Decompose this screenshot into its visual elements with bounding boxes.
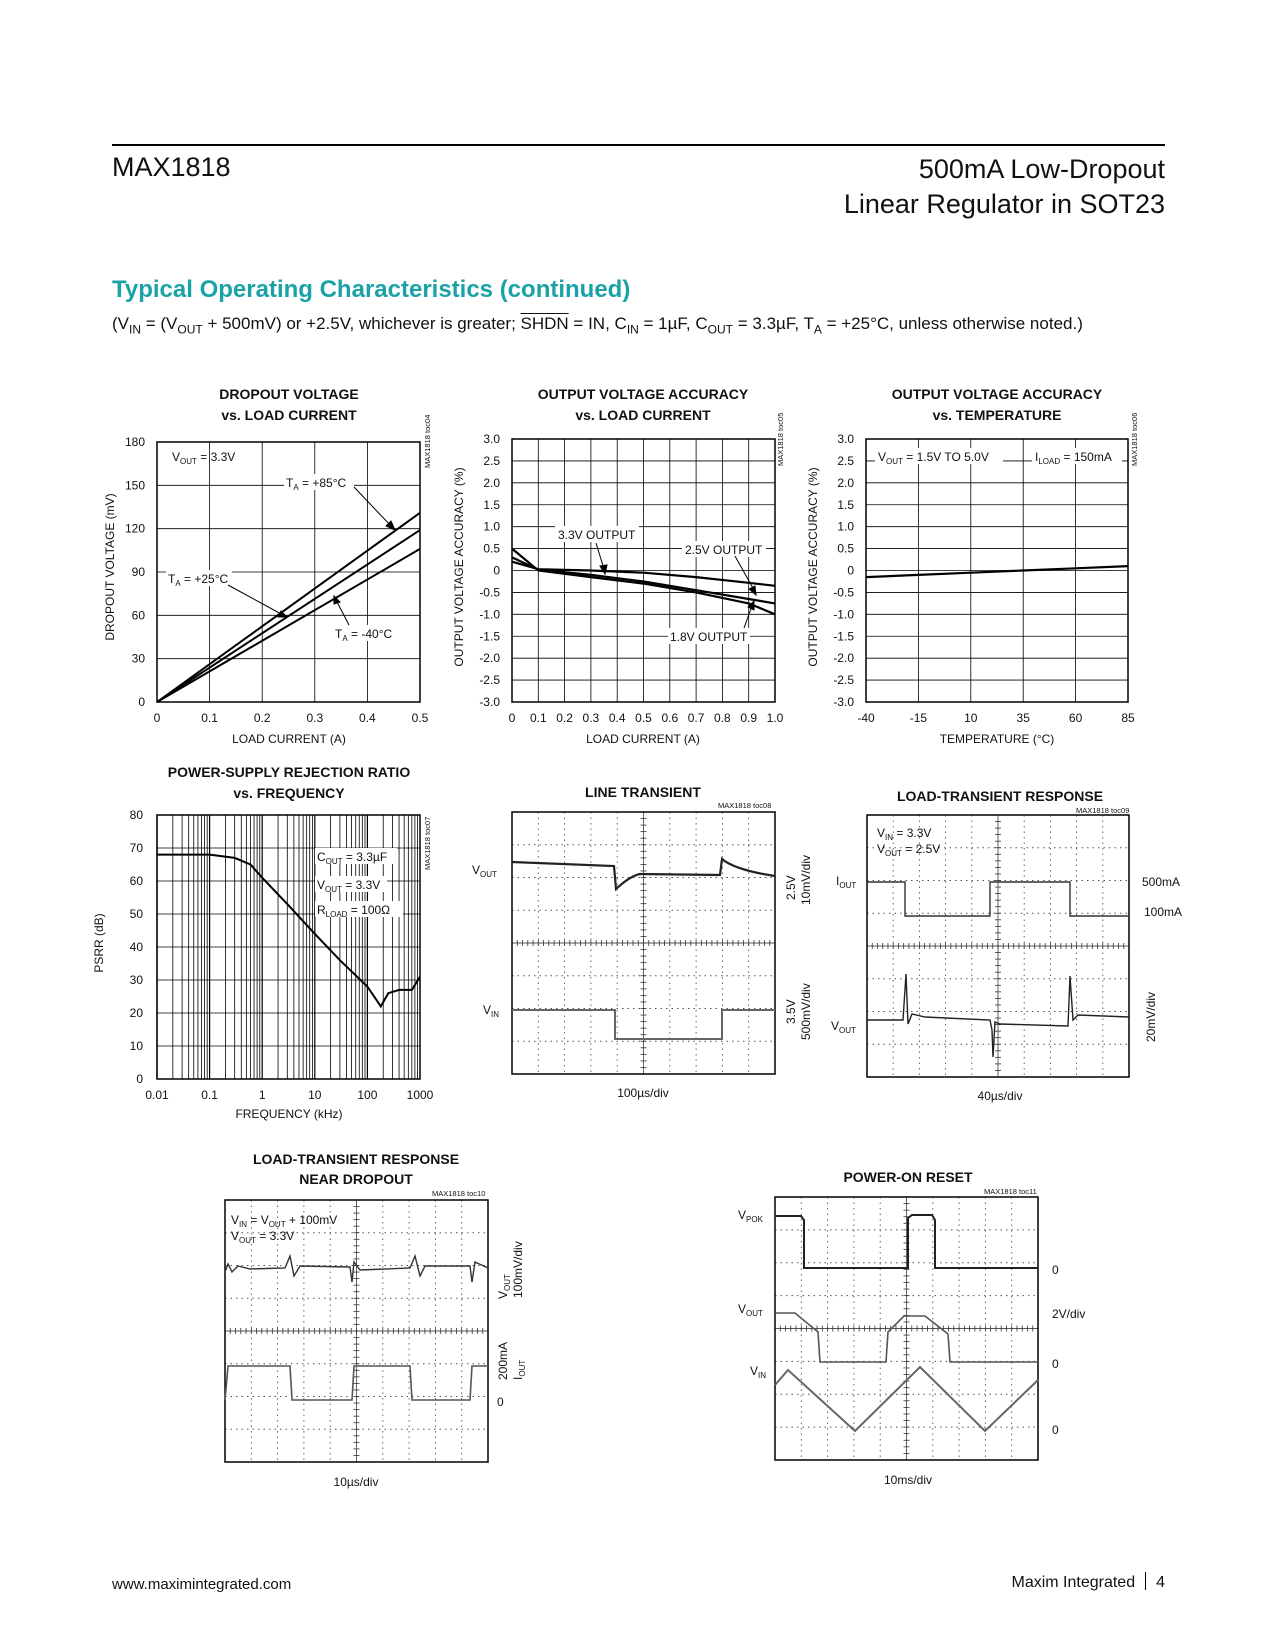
scale-vout-div: 100mV/div xyxy=(511,1241,525,1298)
y-tick-label: -2.0 xyxy=(833,651,854,666)
channel-label-vout: $V_{OUT}$ xyxy=(831,1019,856,1035)
test-conditions: ($V_{IN} = (V_{OUT} + 500mV)$ or +2.5V, whichever is greater; SHDN = IN, $C_{IN} = 1\mu F$, $C_{OUT} = 3.3\mu F$, $T_A = +25^\circ C$, unless otherwise noted.) xyxy=(112,314,1083,337)
annotation-vout: $V_{OUT} = 3.3V$ xyxy=(172,450,236,466)
y-tick-label: 0.5 xyxy=(483,541,500,556)
chart-accuracy-vs-load xyxy=(452,386,785,746)
chart-title-line2: NEAR DROPOUT xyxy=(299,1171,413,1187)
scope-line-transient xyxy=(472,784,813,1100)
y-axis-label: PSRR (dB) xyxy=(92,913,106,973)
x-tick-label: 0.6 xyxy=(661,711,679,725)
y-axis-label: OUTPUT VOLTAGE ACCURACY (%) xyxy=(452,467,466,667)
scale-iout-high: 500mA xyxy=(1142,875,1181,889)
y-tick-label: -1.5 xyxy=(479,629,500,644)
x-tick-label: 0.3 xyxy=(306,711,324,725)
scale-vout-offset: 2.5V xyxy=(784,875,798,900)
y-tick-label: 0 xyxy=(493,563,500,578)
x-axis-label: LOAD CURRENT (A) xyxy=(586,732,700,746)
time-div: 10µs/div xyxy=(333,1475,379,1489)
annotation-rload: $R_{LOAD} = 100\Omega$ xyxy=(317,903,391,919)
page-number: 4 xyxy=(1156,1574,1165,1591)
annotation-iload: $I_{LOAD} = 150mA$ xyxy=(1035,450,1112,466)
y-tick-label: 1.5 xyxy=(837,497,854,512)
scale-iout-high: 200mA xyxy=(496,1341,510,1380)
annotation-vout-range: $V_{OUT} = 1.5V$ TO 5.0V xyxy=(878,450,989,466)
y-tick-label: -2.5 xyxy=(833,673,854,688)
y-tick-label: 1.0 xyxy=(483,519,500,534)
y-tick-label: 2.0 xyxy=(483,475,500,490)
channel-label-vout: $V_{OUT}$ xyxy=(496,1274,512,1299)
note-vin: $V_{IN} = 3.3V$ xyxy=(877,826,932,842)
x-tick-label: 0.01 xyxy=(145,1088,169,1102)
y-tick-label: 120 xyxy=(124,521,145,536)
chart-title-line1: OUTPUT VOLTAGE ACCURACY xyxy=(891,386,1103,402)
y-tick-label: -2.5 xyxy=(479,673,500,688)
y-tick-label: 1.5 xyxy=(483,497,500,512)
y-tick-label: 20 xyxy=(129,1006,143,1020)
chart-title-line1: POWER-SUPPLY REJECTION RATIO xyxy=(167,764,411,780)
y-tick-label: 150 xyxy=(124,478,145,493)
chart-title-line1: LOAD-TRANSIENT RESPONSE xyxy=(252,1151,460,1167)
series-line xyxy=(157,513,420,702)
x-tick-label: 1 xyxy=(258,1088,266,1102)
x-tick-label: 85 xyxy=(1121,711,1135,725)
x-tick-label: 0.9 xyxy=(740,711,758,725)
y-tick-label: 1.0 xyxy=(837,519,854,534)
channel-label-vin: $V_{IN}$ xyxy=(483,1003,500,1019)
chart-title-line1: OUTPUT VOLTAGE ACCURACY xyxy=(537,386,749,402)
x-tick-label: 1.0 xyxy=(766,711,784,725)
channel-label-vin: $V_{IN}$ xyxy=(750,1364,767,1380)
x-tick-label: 0.5 xyxy=(635,711,652,725)
scale-vout-div: 20mV/div xyxy=(1144,991,1158,1042)
chart-ref: MAX1818 toc04 xyxy=(423,414,432,468)
y-tick-label: 50 xyxy=(129,907,143,921)
x-tick-label: 0.4 xyxy=(608,711,626,725)
channel-label-iout: $I_{OUT}$ xyxy=(511,1359,527,1380)
channel-label-vout: $V_{OUT}$ xyxy=(738,1302,763,1318)
chart-title-line2: vs. LOAD CURRENT xyxy=(221,407,357,423)
x-tick-label: 0 xyxy=(508,711,516,725)
annotation-ta-m40: $T_A = -40^\circ C$ xyxy=(335,627,393,643)
x-tick-label: 0.1 xyxy=(201,1088,218,1102)
x-tick-label: 0.5 xyxy=(411,711,429,725)
y-tick-label: 0 xyxy=(847,563,854,578)
annotation-ta-25: $T_A = +25^\circ C$ xyxy=(168,572,229,588)
y-tick-label: 3.0 xyxy=(483,432,500,446)
x-tick-label: 0.2 xyxy=(253,711,271,725)
website-link[interactable]: www.maximintegrated.com xyxy=(112,1576,292,1593)
y-tick-label: 3.0 xyxy=(837,432,854,446)
note-vout: $V_{OUT} = 2.5V$ xyxy=(877,842,941,858)
scale-vin-div: 500mV/div xyxy=(799,983,813,1040)
part-number: MAX1818 xyxy=(112,152,231,182)
y-tick-label: -0.5 xyxy=(833,585,854,600)
footer-company xyxy=(1011,1572,1165,1592)
y-tick-label: -3.0 xyxy=(833,695,854,709)
chart-title-line2: vs. LOAD CURRENT xyxy=(575,407,711,423)
y-tick-label: -0.5 xyxy=(479,585,500,600)
chart-psrr-vs-frequency xyxy=(92,764,434,1121)
chart-title-line2: vs. TEMPERATURE xyxy=(932,407,1062,423)
y-tick-label: 60 xyxy=(131,608,145,623)
time-div: 100µs/div xyxy=(617,1086,669,1100)
y-axis-label: OUTPUT VOLTAGE ACCURACY (%) xyxy=(806,467,820,667)
annotation-3v3: 3.3V OUTPUT xyxy=(558,528,636,542)
y-tick-label: -1.0 xyxy=(479,607,500,622)
series-line xyxy=(157,530,420,702)
chart-title-line2: vs. FREQUENCY xyxy=(233,785,345,801)
y-tick-label: 0 xyxy=(138,695,145,709)
y-axis-label: DROPOUT VOLTAGE (mV) xyxy=(103,493,117,641)
x-tick-label: -40 xyxy=(857,711,875,725)
y-tick-label: 80 xyxy=(129,808,143,822)
annotation-cout: $C_{OUT} = 3.3\mu F$ xyxy=(317,850,388,866)
y-tick-label: -2.0 xyxy=(479,651,500,666)
x-tick-label: 0 xyxy=(153,711,161,725)
title-line-1: 500mA Low-Dropout xyxy=(918,154,1165,184)
x-axis-label: TEMPERATURE (°C) xyxy=(939,732,1055,746)
chart-dropout-voltage xyxy=(103,386,432,746)
x-tick-label: 0.4 xyxy=(359,711,376,725)
x-tick-label: 10 xyxy=(964,711,978,725)
y-tick-label: 40 xyxy=(129,940,143,954)
scale-vout-div: 10mV/div xyxy=(799,854,813,905)
scope-load-transient xyxy=(831,788,1182,1103)
y-tick-label: 30 xyxy=(131,651,145,666)
x-tick-label: 1000 xyxy=(406,1088,434,1102)
chart-ref: MAX1818 toc06 xyxy=(1130,412,1139,466)
channel-label-iout: $I_{OUT}$ xyxy=(836,874,857,890)
scale-iout-zero: 0 xyxy=(497,1395,504,1409)
annotation-2v5: 2.5V OUTPUT xyxy=(685,543,763,557)
scale-iout-low: 100mA xyxy=(1144,905,1183,919)
x-tick-label: 0.1 xyxy=(529,711,547,725)
x-tick-label: -15 xyxy=(909,711,928,725)
annotation-vout: $V_{OUT} = 3.3V$ xyxy=(317,878,381,894)
channel-label-vout: $V_{OUT}$ xyxy=(472,863,497,879)
scope-power-on-reset xyxy=(738,1169,1085,1487)
note-vout: $V_{OUT} = 3.3V$ xyxy=(231,1229,295,1245)
x-tick-label: 10 xyxy=(308,1088,322,1102)
footer-divider xyxy=(1145,1572,1146,1590)
x-tick-label: 0.8 xyxy=(714,711,731,725)
y-tick-label: -3.0 xyxy=(479,695,500,709)
y-tick-label: 2.5 xyxy=(483,453,500,468)
chart-title: LINE TRANSIENT xyxy=(585,784,701,800)
x-tick-label: 60 xyxy=(1068,711,1083,725)
x-tick-label: 0.2 xyxy=(556,711,573,725)
x-tick-label: 0.1 xyxy=(201,711,218,725)
y-tick-label: 2.5 xyxy=(837,453,854,468)
x-tick-label: 100 xyxy=(357,1088,378,1102)
title-line-2: Linear Regulator in SOT23 xyxy=(843,189,1165,219)
y-tick-label: 0 xyxy=(136,1072,143,1086)
chart-ref: MAX1818 toc11 xyxy=(984,1187,1037,1196)
y-tick-label: 10 xyxy=(129,1039,143,1053)
annotation-1v8: 1.8V OUTPUT xyxy=(670,630,748,644)
y-tick-label: 180 xyxy=(124,435,145,449)
company-name: Maxim Integrated xyxy=(1011,1574,1136,1591)
chart-title: LOAD-TRANSIENT RESPONSE xyxy=(896,788,1104,804)
y-tick-label: 90 xyxy=(131,565,145,579)
scope-load-transient-near-dropout xyxy=(225,1151,527,1489)
x-tick-label: 0.3 xyxy=(582,711,600,725)
y-tick-label: 30 xyxy=(129,973,143,987)
chart-title: POWER-ON RESET xyxy=(843,1169,973,1185)
y-tick-label: 2.0 xyxy=(837,475,854,490)
annotation-ta-85: $T_A = +85^\circ C$ xyxy=(286,476,347,492)
chart-ref: MAX1818 toc08 xyxy=(718,801,772,810)
x-axis-label: LOAD CURRENT (A) xyxy=(232,732,346,746)
scale-vin-offset: 3.5V xyxy=(784,999,798,1024)
series-line xyxy=(866,566,1128,577)
scale-vout-zero: 0 xyxy=(1052,1357,1059,1371)
channel-label-vpok: $V_{POK}$ xyxy=(738,1208,763,1224)
time-div: 40µs/div xyxy=(977,1089,1023,1103)
y-tick-label: 0.5 xyxy=(837,541,854,556)
x-tick-label: 0.7 xyxy=(687,711,705,725)
y-tick-label: -1.0 xyxy=(833,607,854,622)
x-tick-label: 35 xyxy=(1016,711,1030,725)
time-div: 10ms/div xyxy=(883,1473,933,1487)
chart-title-line1: DROPOUT VOLTAGE xyxy=(219,386,359,402)
scale-vout-div: 2V/div xyxy=(1052,1307,1086,1321)
chart-ref: MAX1818 toc09 xyxy=(1076,806,1130,815)
section-title: Typical Operating Characteristics (continued) xyxy=(112,276,631,303)
chart-ref: MAX1818 toc05 xyxy=(776,412,785,466)
note-vin: $V_{IN} = V_{OUT} + 100mV$ xyxy=(231,1213,338,1229)
chart-ref: MAX1818 toc07 xyxy=(423,816,432,870)
y-tick-label: -1.5 xyxy=(833,629,854,644)
scale-vin-zero: 0 xyxy=(1052,1423,1059,1437)
chart-ref: MAX1818 toc10 xyxy=(432,1189,486,1198)
chart-accuracy-vs-temperature xyxy=(806,386,1139,746)
y-tick-label: 60 xyxy=(129,874,143,888)
y-tick-label: 70 xyxy=(129,841,143,855)
annotation-arrows xyxy=(228,487,395,625)
x-axis-label: FREQUENCY (kHz) xyxy=(235,1107,343,1121)
scale-vpok-zero: 0 xyxy=(1052,1263,1059,1277)
